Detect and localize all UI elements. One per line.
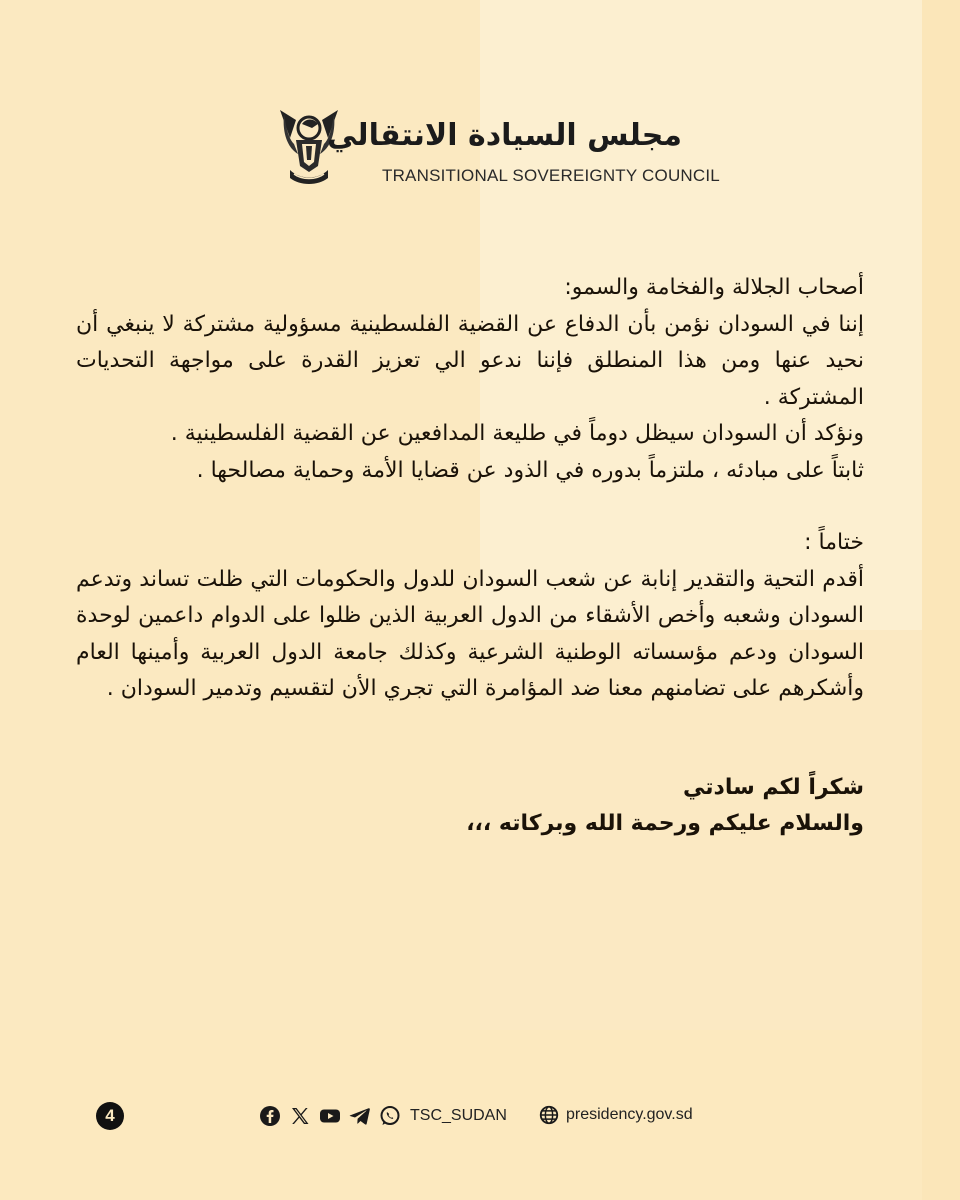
social-links: [258, 1104, 507, 1128]
thanks-line: شكراً لكم سادتي: [683, 774, 864, 800]
footer: [0, 1098, 960, 1138]
x-icon[interactable]: [288, 1104, 312, 1128]
website-link[interactable]: [538, 1104, 693, 1126]
sign-off-line: والسلام عليكم ورحمة الله وبركاته ،،،: [466, 811, 864, 836]
paragraph: إننا في السودان نؤمن بأن الدفاع عن القضية الفلسطينية مسؤولية مشتركة لا ينبغي أن نحيد عنها ومن هذا المنطلق فإننا ندعو الي تعزيز القدرة على مواجهة التحديات المشتركة .: [76, 311, 864, 410]
council-name-arabic: مجلس السيادة الانتقالي: [326, 118, 682, 153]
social-handle[interactable]: TSC_SUDAN: [410, 1107, 507, 1124]
paragraph: ونؤكد أن السودان سيظل دوماً في طليعة المدافعين عن القضية الفلسطينية .: [170, 421, 864, 446]
background-panel: [922, 0, 960, 1200]
youtube-icon[interactable]: [318, 1104, 342, 1128]
facebook-icon[interactable]: [258, 1104, 282, 1128]
council-name-english: TRANSITIONAL SOVEREIGNTY COUNCIL: [382, 166, 720, 185]
whatsapp-icon[interactable]: [378, 1104, 402, 1128]
globe-icon: [538, 1104, 560, 1126]
paragraph: أقدم التحية والتقدير إنابة عن شعب السودان للدول والحكومات التي ظلت تساند وتدعم السودان وشعبه وأخص الأشقاء من الدول العربية الذين ظلوا على الدوام داعمين لوحدة السودان ودعم مؤسساته الوطنية الشرعية وكذلك جامعة الدول العربية وأمينها العام وأشكرهم على تضامنهم معنا ضد المؤامرة التي تجري الأن لتقسيم وتدمير السودان .: [76, 566, 864, 701]
closing-heading: ختاماً :: [804, 530, 864, 555]
paragraph: ثابتاً على مبادئه ، ملتزماً بدوره في الذود عن قضايا الأمة وحماية مصالحها .: [196, 457, 864, 483]
telegram-icon[interactable]: [348, 1104, 372, 1128]
letter-body: [76, 270, 864, 843]
website-url[interactable]: presidency.gov.sd: [566, 1106, 693, 1123]
page-number-badge: 4: [96, 1102, 124, 1130]
salutation: أصحاب الجلالة والفخامة والسمو:: [564, 275, 864, 300]
letterhead: [276, 104, 720, 194]
